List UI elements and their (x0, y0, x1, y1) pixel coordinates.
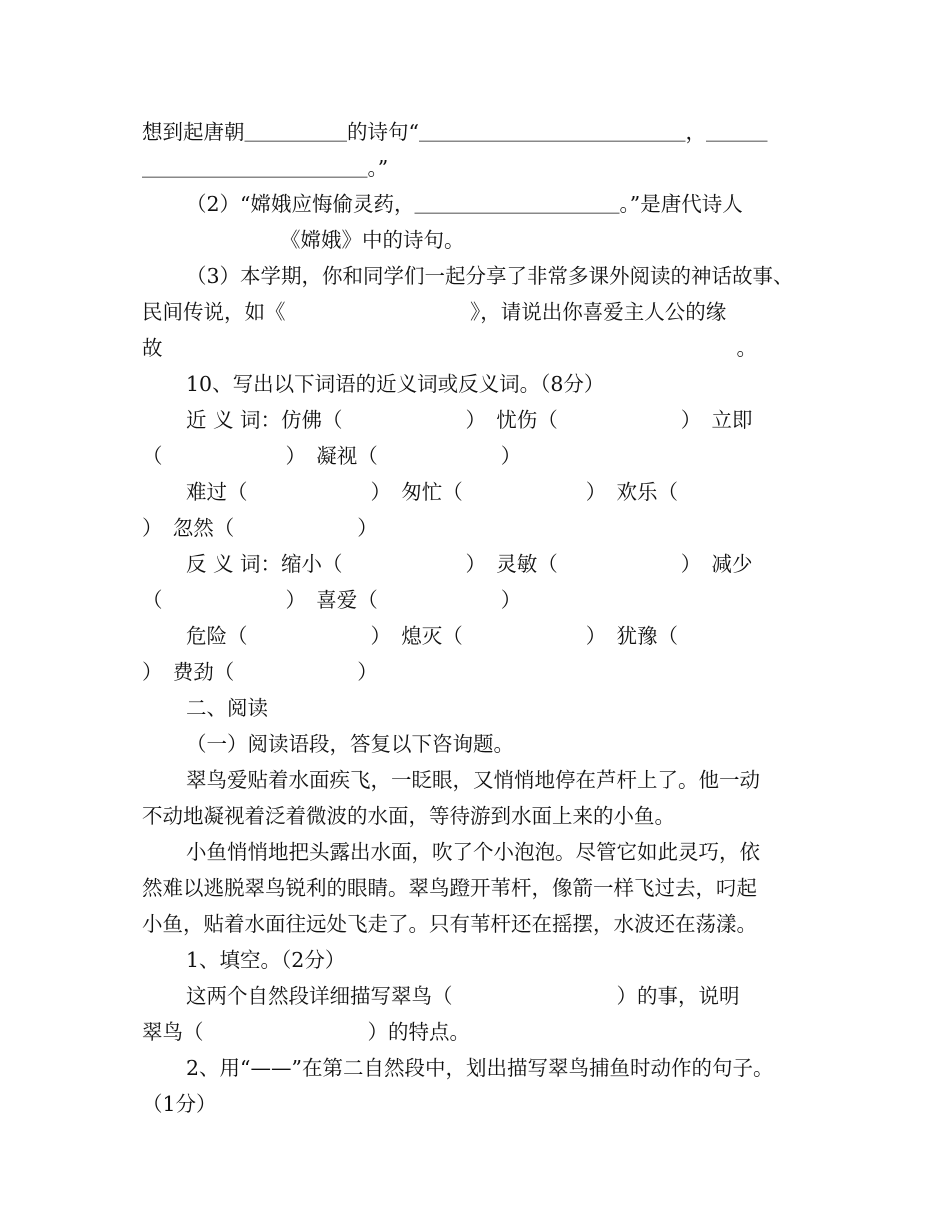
text-line: 危险（ ） 熄灭（ ） 犹豫（ (186, 624, 678, 648)
text-line: （ ） 喜爱（ ） (142, 588, 522, 612)
text-line: ） 忽然（ ） (142, 516, 378, 540)
text-line: 民间传说，如《 》，请说出你喜爱主人公的缘 (142, 300, 727, 324)
text-line: 小鱼悄悄地把头露出水面，吹了个小泡泡。尽管它如此灵巧，依 (186, 840, 760, 864)
text-line: 难过（ ） 匆忙（ ） 欢乐（ (186, 480, 678, 504)
text-line: 近 义 词：仿佛（ ） 忧伤（ ） 立即 (186, 408, 753, 432)
text-line: （一）阅读语段，答复以下咨询题。 (186, 732, 514, 756)
text-line: 小鱼，贴着水面往远处飞走了。只有苇杆还在摇摆，水波还在荡漾。 (142, 912, 757, 936)
text-line: 不动地凝视着泛着微波的水面，等待游到水面上来的小鱼。 (142, 804, 675, 828)
text-line: （3）本学期，你和同学们一起分享了非常多课外阅读的神话故事、 (186, 264, 794, 288)
text-line: 翠鸟（ ）的特点。 (142, 1020, 470, 1044)
section-heading: 10、写出以下词语的近义词或反义词。（8分） (186, 372, 605, 396)
text-line: （1分） (142, 1092, 217, 1116)
text-line: 反 义 词：缩小（ ） 灵敏（ ） 减少 (186, 552, 753, 576)
text-line: 2、用“——”在第二自然段中，划出描写翠鸟捕鱼时动作的句子。 (186, 1056, 774, 1080)
text-line: 想到起唐朝＿＿＿＿＿的诗句“＿＿＿＿＿＿＿＿＿＿＿＿＿，＿＿＿ (142, 120, 768, 144)
text-line: （2）“嫦娥应悔偷灵药，＿＿＿＿＿＿＿＿＿＿。”是唐代诗人 (186, 192, 743, 216)
text-line: 故 。 (142, 336, 757, 360)
text-line: 翠鸟爱贴着水面疾飞，一眨眼，又悄悄地停在芦杆上了。他一动 (186, 768, 760, 792)
section-heading: 二、阅读 (186, 696, 268, 720)
text-line: 这两个自然段详细描写翠鸟（ ）的事，说明 (186, 984, 740, 1008)
text-line: 然难以逃脱翠鸟锐利的眼睛。翠鸟蹬开苇杆，像箭一样飞过去，叼起 (142, 876, 757, 900)
text-line: 1、填空。（2分） (186, 948, 346, 972)
text-line: （ ） 凝视（ ） (142, 444, 522, 468)
text-line: ＿＿＿＿＿＿＿＿＿＿＿。” (142, 156, 389, 180)
text-line: ） 费劲（ ） (142, 660, 378, 684)
text-line: 《嫦娥》中的诗句。 (280, 228, 465, 252)
